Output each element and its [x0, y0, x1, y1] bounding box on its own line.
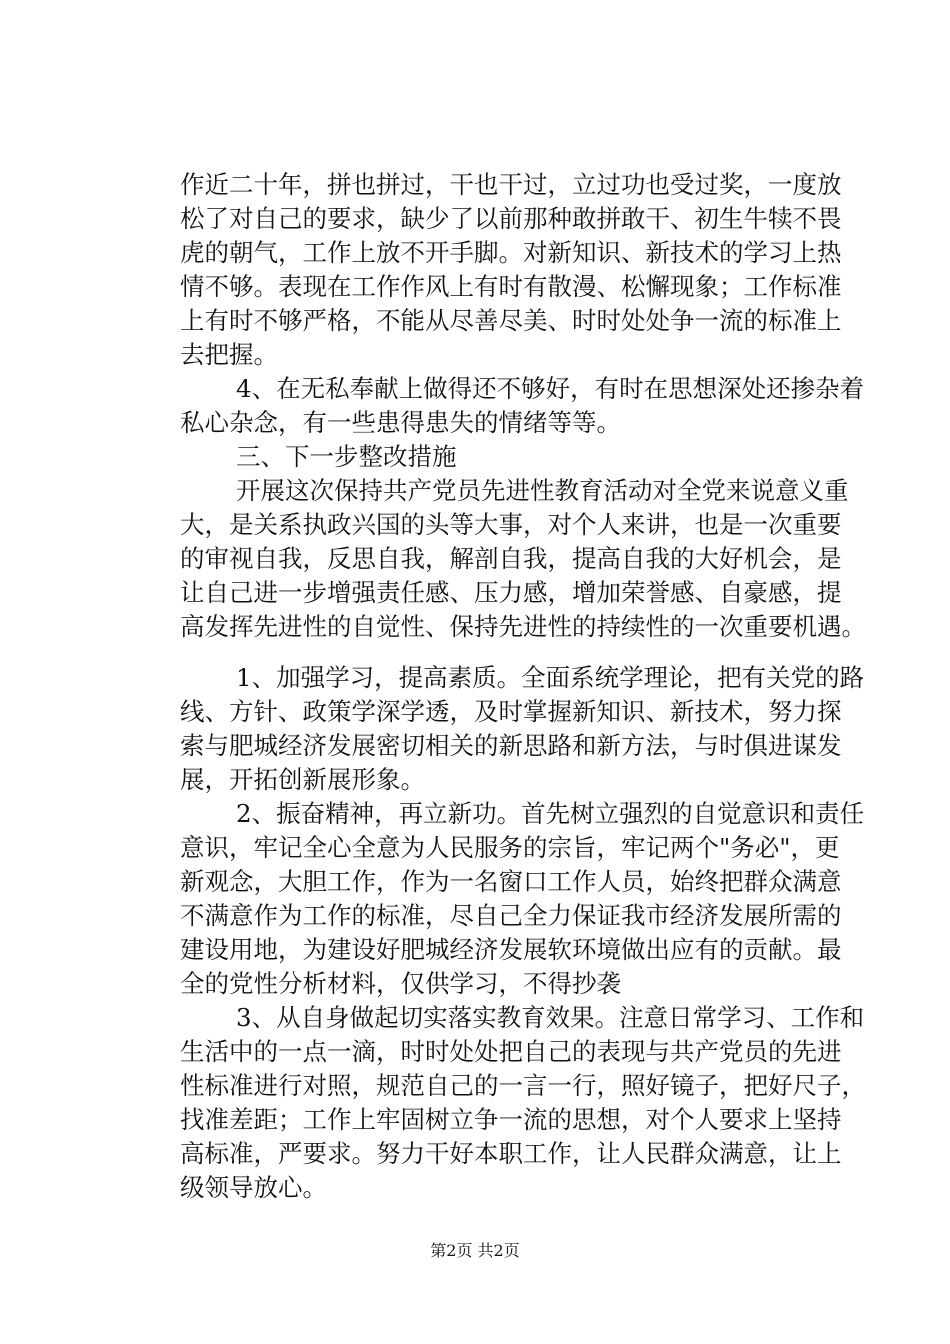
body-line: 性标准进行对照，规范自己的一言一行，照好镜子，把好尺子， [180, 1071, 866, 1100]
body-line: 让自己进一步增强责任感、压力感，增加荣誉感、自豪感，提 [180, 578, 842, 607]
body-line: 私心杂念，有一些患得患失的情绪等等。 [180, 408, 621, 437]
body-line: 大，是关系执政兴国的头等大事，对个人来讲，也是一次重要 [180, 510, 842, 539]
body-line: 情不够。表现在工作作风上有时有散漫、松懈现象；工作标准 [180, 272, 842, 301]
body-line: 高标准，严要求。努力干好本职工作，让人民群众满意，让上 [180, 1139, 842, 1168]
body-line: 虎的朝气，工作上放不开手脚。对新知识、新技术的学习上热 [180, 238, 842, 267]
body-line: 建设用地，为建设好肥城经济发展软环境做出应有的贡献。最 [180, 935, 842, 964]
body-line: 全的党性分析材料，仅供学习，不得抄袭 [180, 969, 621, 998]
body-line: 的审视自我，反思自我，解剖自我，提高自我的大好机会，是 [180, 544, 842, 573]
page-footer: 第2页 共2页 [430, 1241, 520, 1260]
body-line: 4、在无私奉献上做得还不够好，有时在思想深处还掺杂着 [236, 374, 865, 403]
body-line: 开展这次保持共产党员先进性教育活动对全党来说意义重 [236, 476, 849, 505]
body-line: 高发挥先进性的自觉性、保持先进性的持续性的一次重要机遇。 [180, 612, 866, 641]
body-line: 松了对自己的要求，缺少了以前那种敢拼敢干、初生牛犊不畏 [180, 204, 842, 233]
body-line: 三、下一步整改措施 [236, 442, 457, 471]
body-line: 展，开拓创新展形象。 [180, 765, 425, 794]
body-line: 新观念，大胆工作，作为一名窗口工作人员，始终把群众满意 [180, 867, 842, 896]
body-line: 意识，牢记全心全意为人民服务的宗旨，牢记两个"务必"，更 [180, 833, 840, 862]
body-line: 作近二十年，拼也拼过，干也干过，立过功也受过奖，一度放 [180, 170, 842, 199]
body-line: 索与肥城经济发展密切相关的新思路和新方法，与时俱进谋发 [180, 731, 842, 760]
body-line: 生活中的一点一滴，时时处处把自己的表现与共产党员的先进 [180, 1037, 842, 1066]
body-line: 线、方针、政策学深学透，及时掌握新知识、新技术，努力探 [180, 697, 842, 726]
body-line: 去把握。 [180, 340, 278, 369]
body-line: 3、从自身做起切实落实教育效果。注意日常学习、工作和 [236, 1003, 865, 1032]
body-line: 级领导放心。 [180, 1173, 327, 1202]
body-line: 1、加强学习，提高素质。全面系统学理论，把有关党的路 [236, 663, 865, 692]
body-line: 找准差距；工作上牢固树立争一流的思想，对个人要求上坚持 [180, 1105, 842, 1134]
body-line: 不满意作为工作的标准，尽自己全力保证我市经济发展所需的 [180, 901, 842, 930]
body-line: 上有时不够严格，不能从尽善尽美、时时处处争一流的标准上 [180, 306, 842, 335]
body-line: 2、振奋精神，再立新功。首先树立强烈的自觉意识和责任 [236, 799, 865, 828]
